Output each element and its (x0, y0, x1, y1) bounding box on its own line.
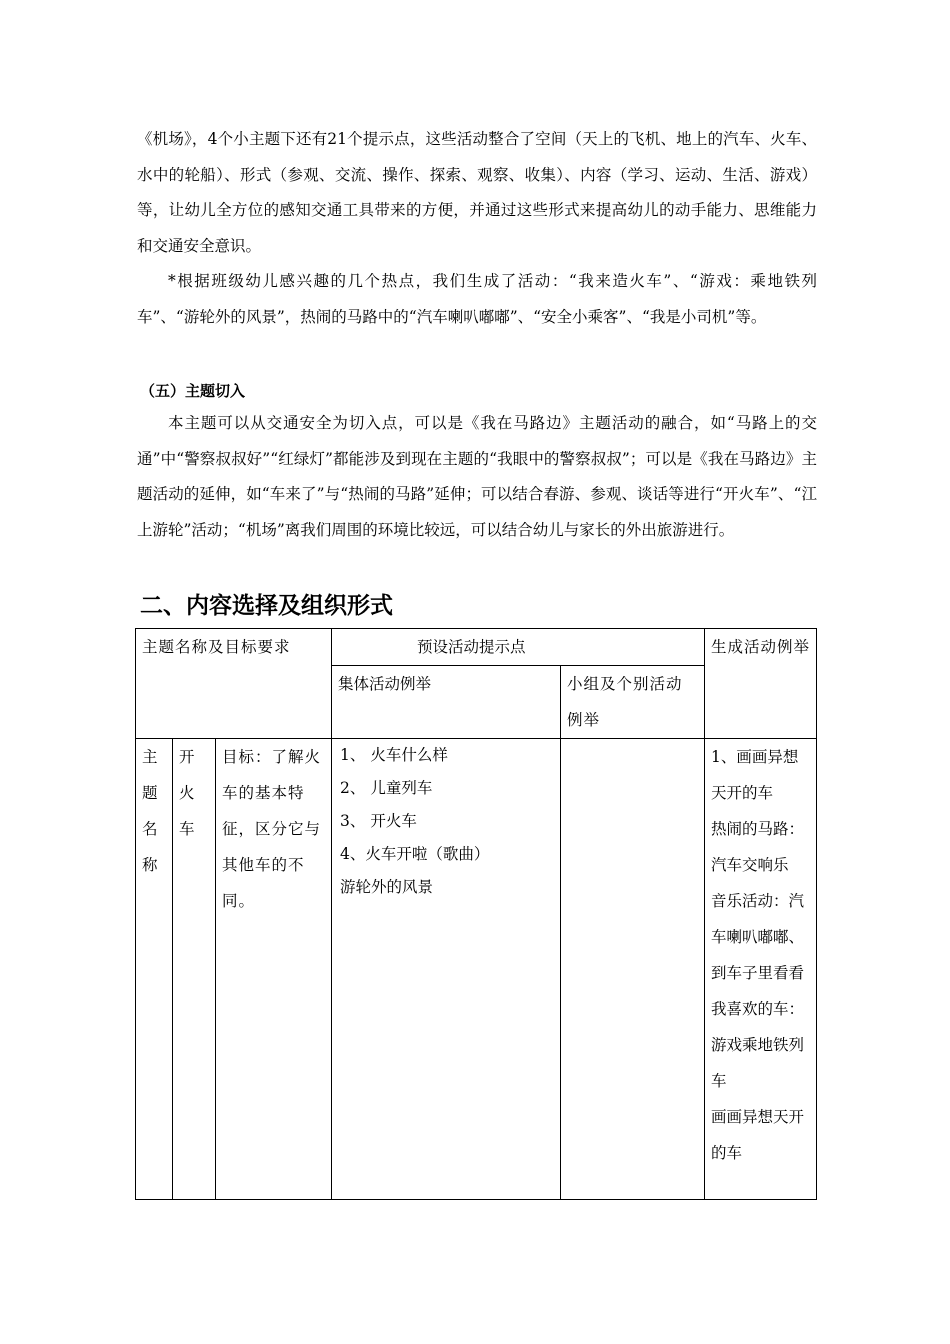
generated-activity-item: 热闹的马路：汽车交响乐 (711, 820, 805, 874)
generated-activity-item: 画画异想天开的车 (711, 1108, 805, 1162)
header-small-group: 小组及个别活动例举 (561, 666, 705, 739)
theme-label-char: 名 (142, 820, 158, 838)
table-row (136, 739, 817, 1200)
small-group-cell (561, 739, 705, 1200)
header-generated-examples: 生成活动例举 (705, 629, 817, 739)
group-activity-item: 3、 开火车 (340, 812, 417, 830)
theme-name-cell (173, 739, 216, 1200)
theme-label-char: 题 (142, 784, 158, 802)
header-preset-points: 预设活动提示点 (332, 629, 705, 666)
generated-activity-item: 1、画画异想天开的车 (711, 748, 799, 802)
header-theme-goal: 主题名称及目标要求 (136, 629, 332, 739)
subheading-theme-entry: （五）主题切入 (140, 382, 246, 400)
generated-activity-item: 我喜欢的车：游戏乘地铁列车 (711, 1000, 805, 1090)
section-title: 二、内容选择及组织形式 (140, 593, 393, 619)
generated-activities-cell (705, 739, 817, 1200)
group-activity-item: 2、 儿童列车 (340, 779, 433, 797)
group-activity-item: 4、火车开啦（歌曲） (340, 845, 490, 863)
content-table (135, 628, 817, 1200)
goal-cell: 目标：了解火车的基本特征，区分它与其他车的不同。 (216, 739, 332, 1200)
theme-label-char: 主 (142, 748, 158, 766)
theme-label-char: 称 (142, 856, 158, 874)
group-activity-item: 游轮外的风景 (340, 878, 434, 896)
group-activity-item: 1、 火车什么样 (340, 746, 448, 764)
hotspot-paragraph: *根据班级幼儿感兴趣的几个热点，我们生成了活动：“我来造火车”、“游戏：乘地铁列车”、“游轮外的风景”，热闹的马路中的“汽车喇叭嘟嘟”、“安全小乘客”、“我是小司机”等。 (137, 272, 817, 326)
group-activities-cell (332, 739, 561, 1200)
theme-label-cell (136, 739, 173, 1200)
generated-activity-item: 音乐活动：汽车喇叭嘟嘟、到车子里看看 (711, 892, 805, 982)
theme-name-char: 车 (179, 820, 195, 838)
intro-paragraph: 《机场》，4个小主题下还有21个提示点，这些活动整合了空间（天上的飞机、地上的汽车、火车、水中的轮船）、形式（参观、交流、操作、探索、观察、收集）、内容（学习、运动、生活、游戏）等，让幼儿全方位的感知交通工具带来的方便，并通过这些形式来提高幼儿的动手能力、思维能力和交通安全意识。 (137, 130, 817, 255)
theme-name-char: 开 (179, 748, 195, 766)
table-header-row (136, 629, 817, 666)
header-group-activities: 集体活动例举 (332, 666, 561, 739)
theme-name-char: 火 (179, 784, 195, 802)
entry-paragraph: 本主题可以从交通安全为切入点，可以是《我在马路边》主题活动的融合，如“马路上的交通”中“警察叔叔好”“红绿灯”都能涉及到现在主题的“我眼中的警察叔叔”；可以是《我在马路边》主题活动的延伸，如“车来了”与“热闹的马路”延伸；可以结合春游、参观、谈话等进行“开火车”、“江上游轮”活动；“机场”离我们周围的环境比较远，可以结合幼儿与家长的外出旅游进行。 (137, 414, 817, 539)
